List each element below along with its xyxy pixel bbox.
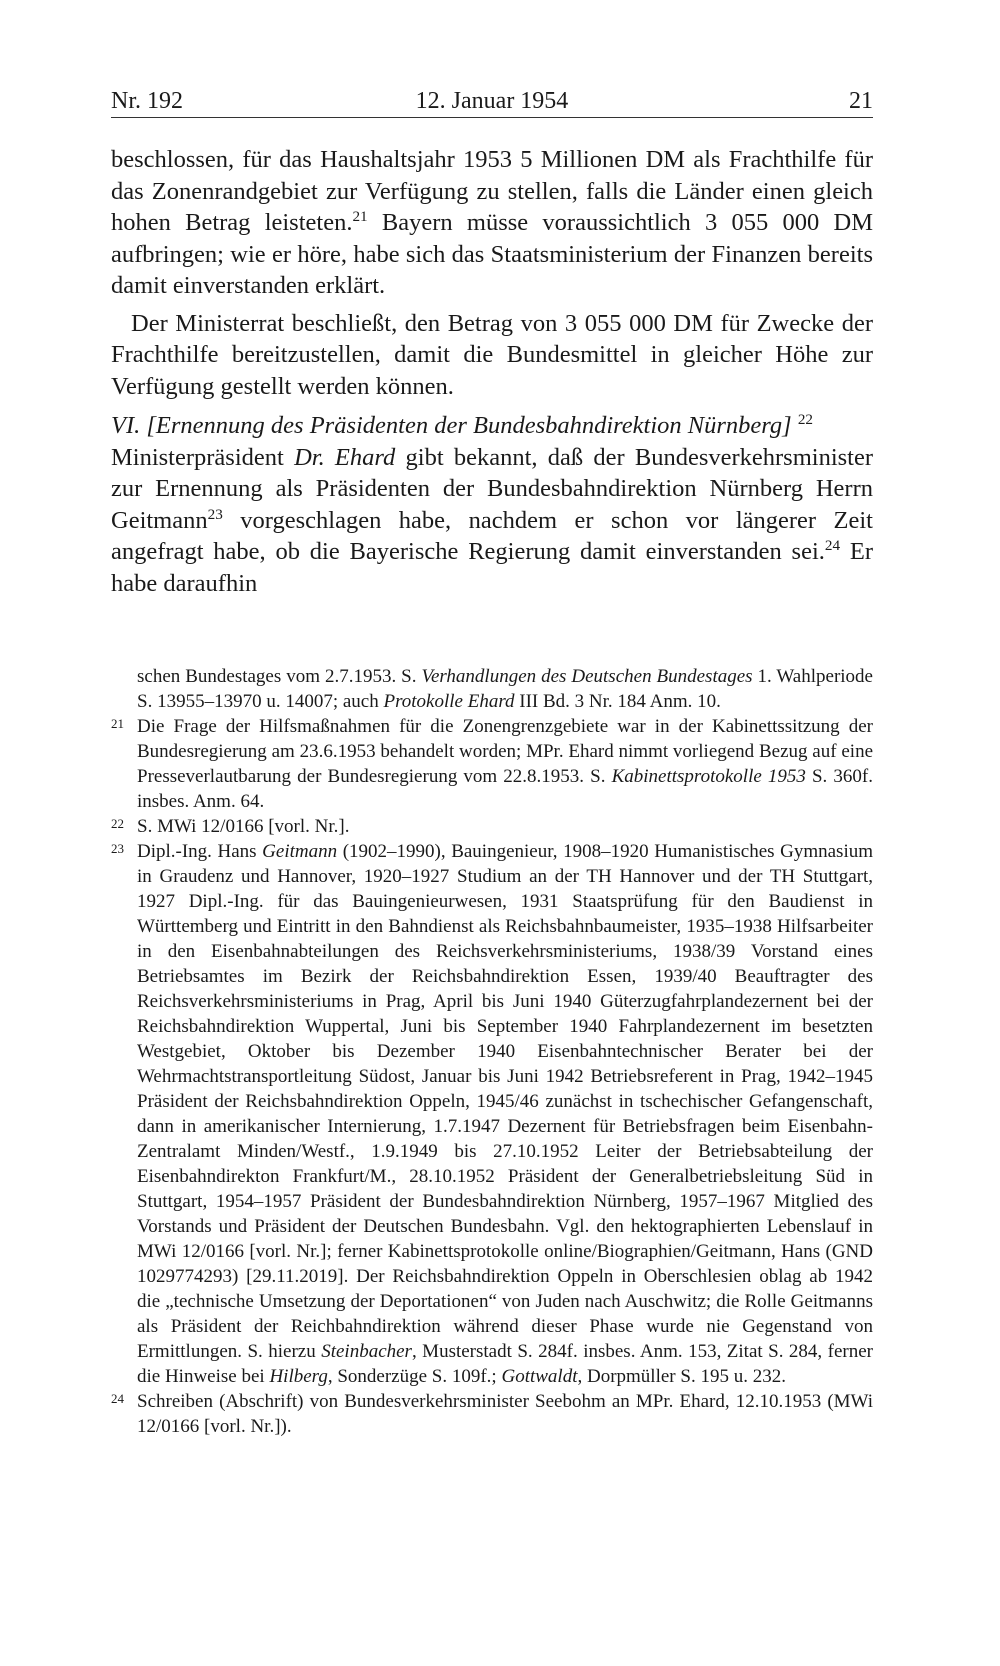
paragraph-3: Ministerpräsident Dr. Ehard gibt bekannt, daß der Bundesverkehrsminister zur Ernennung als Präsidenten der Bundesbahndirektion Nürnberg Herrn Geitmann$^{23}$ vorgeschlagen habe, nachdem er schon vor längerer Zeit angefragt habe, ob die Bayerische Regierung damit einverstanden sei.$^{24}$ Er habe daraufhin <box>111 443 874 597</box>
footnote-continuation: schen Bundestages vom 2.7.1953. S. Verhandlungen des Deutschen Bundestages 1. Wahlperiode S. 13955–13970 u. 14007; auch Protokolle Ehard III Bd. 3 Nr. 184 Anm. 10. <box>137 666 873 712</box>
running-header <box>111 86 873 118</box>
footnote-ref-22[interactable]: 22 <box>797 410 814 428</box>
document-number: Nr. 192 <box>111 88 183 114</box>
footnote-number: 21 <box>111 716 124 731</box>
footnote-number: 23 <box>111 841 124 856</box>
paragraph-1: beschlossen, für das Haushaltsjahr 1953 5 Millionen DM als Frachthilfe für das Zonenrandgebiet zur Verfügung zu stellen, falls die Länder einen gleich hohen Betrag leisteten.$^{21}$ Bayern müsse voraussichtlich 3 055 000 DM aufbringen; wie er höre, habe sich das Staatsministerium der Finanzen bereits damit einverstanden erklärt. <box>111 146 873 299</box>
section-title: [Ernennung des Präsidenten der Bundesbahndirektion Nürnberg] <box>146 412 792 439</box>
page-number: 21 <box>849 88 873 114</box>
main-text <box>111 144 873 599</box>
section-heading <box>111 410 873 442</box>
paragraph-2: Der Ministerrat beschließt, den Betrag von 3 055 000 DM für Zwecke der Frachthilfe bereitzustellen, damit die Bundesmittel in gleicher Höhe zur Verfügung gestellt werden können. <box>111 309 873 400</box>
footnote-number: 24 <box>111 1391 124 1406</box>
header-date: 12. Januar 1954 <box>415 88 569 114</box>
footnotes <box>111 664 873 1439</box>
footnote-number: 22 <box>111 816 124 831</box>
footnote-23: 23 Dipl.-Ing. Hans Geitmann (1902–1990), Bauingenieur, 1908–1920 Humanistisches Gymnasium in Graudenz und Hannover, 1920–1927 Studium an der TH Hannover und der TH Stuttgart, 1927 Dipl.-Ing. für das Bauingenieurwesen, 1931 Staatsprüfung für den Baudienst in Württemberg und Eintritt in den Bahndienst als Reichsbahnbaumeister, 1935–1938 Hilfsarbeiter in den Eisenbahnabteilungen des Reichsverkehrsministeriums, 1938/39 Vorstand eines Betriebsamtes im Bezirk der Reichsbahndirektion Essen, 1939/40 Beauftragter des Reichsverkehrsministeriums in Prag, April bis Juni 1940 Güterzugfahrplandezernent bei der Reichsbahndirektion Wuppertal, Juni bis September 1940 Fahrplandezernent im besetzten Westgebiet, Oktober bis Dezember 1940 Eisenbahntechnischer Berater bei der Wehrmachtstransportleitung Südost, Januar bis Juni 1942 Betriebsreferent in Prag, 1942–1945 Präsident der Reichsbahndirektion Oppeln, 1945/46 zunächst in tschechischer Gefangenschaft, dann in amerikanischer Internierung, 1.7.1947 Dezernent für Betriebsfragen beim Eisenbahn-Zentralamt Minden/Westf., 1.9.1949 bis 27.10.1952 Leiter der Betriebsabteilung der Eisenbahndirekton Frankfurt/M., 28.10.1952 Präsident der Generalbetriebsleitung Süd in Stuttgart, 1954–1957 Präsident der Bundesbahndirektion Nürnberg, 1957–1967 Mitglied des Vorstands und Präsident der Deutschen Bundesbahn. Vgl. den hektographierten Lebenslauf in MWi 12/0166 [vorl. Nr.]; ferner Kabinettsprotokolle online/Biographien/Geitmann, Hans (GND 1029774293) [29.11.2019]. Der Reichsbahndirektion Oppeln in Oberschlesien oblag ab 1942 die „technische Umsetzung der Deportationen“ von Juden nach Auschwitz; die Rolle Geitmanns als Präsident der Reichbahndirektion während dieser Phase wurde nie Gegenstand von Ermittlungen. S. hierzu Steinbacher, Musterstadt S. 284f. insbes. Anm. 153, Zitat S. 284, ferner die Hinweise bei Hilberg, Sonderzüge S. 109f.; Gottwaldt, Dorpmüller S. 195 u. 232. <box>111 841 874 1387</box>
section-number: VI. <box>111 412 141 439</box>
footnote-ref-23[interactable]: 23 <box>207 505 223 523</box>
footnote-21: 21 Die Frage der Hilfsmaßnahmen für die Zonengrenzgebiete war in der Kabinettssitzung der Bundesregierung am 23.6.1953 behandelt worden; MPr. Ehard nimmt vorliegend Bezug auf eine Presseverlautbarung der Bundesregierung vom 22.8.1953. S. Kabinettsprotokolle 1953 S. 360f. insbes. Anm. 64. <box>111 716 873 812</box>
footnote-ref-21[interactable]: 21 <box>352 207 368 225</box>
footnote-22: 22 S. MWi 12/0166 [vorl. Nr.]. <box>111 816 350 837</box>
person-name: Dr. Ehard <box>294 443 396 471</box>
footnote-24: 24 Schreiben (Abschrift) von Bundesverkehrsminister Seebohm an MPr. Ehard, 12.10.1953 (MWi 12/0166 [vorl. Nr.]). <box>111 1391 873 1437</box>
footnote-ref-24[interactable]: 24 <box>824 536 841 554</box>
header-rule <box>111 117 873 118</box>
